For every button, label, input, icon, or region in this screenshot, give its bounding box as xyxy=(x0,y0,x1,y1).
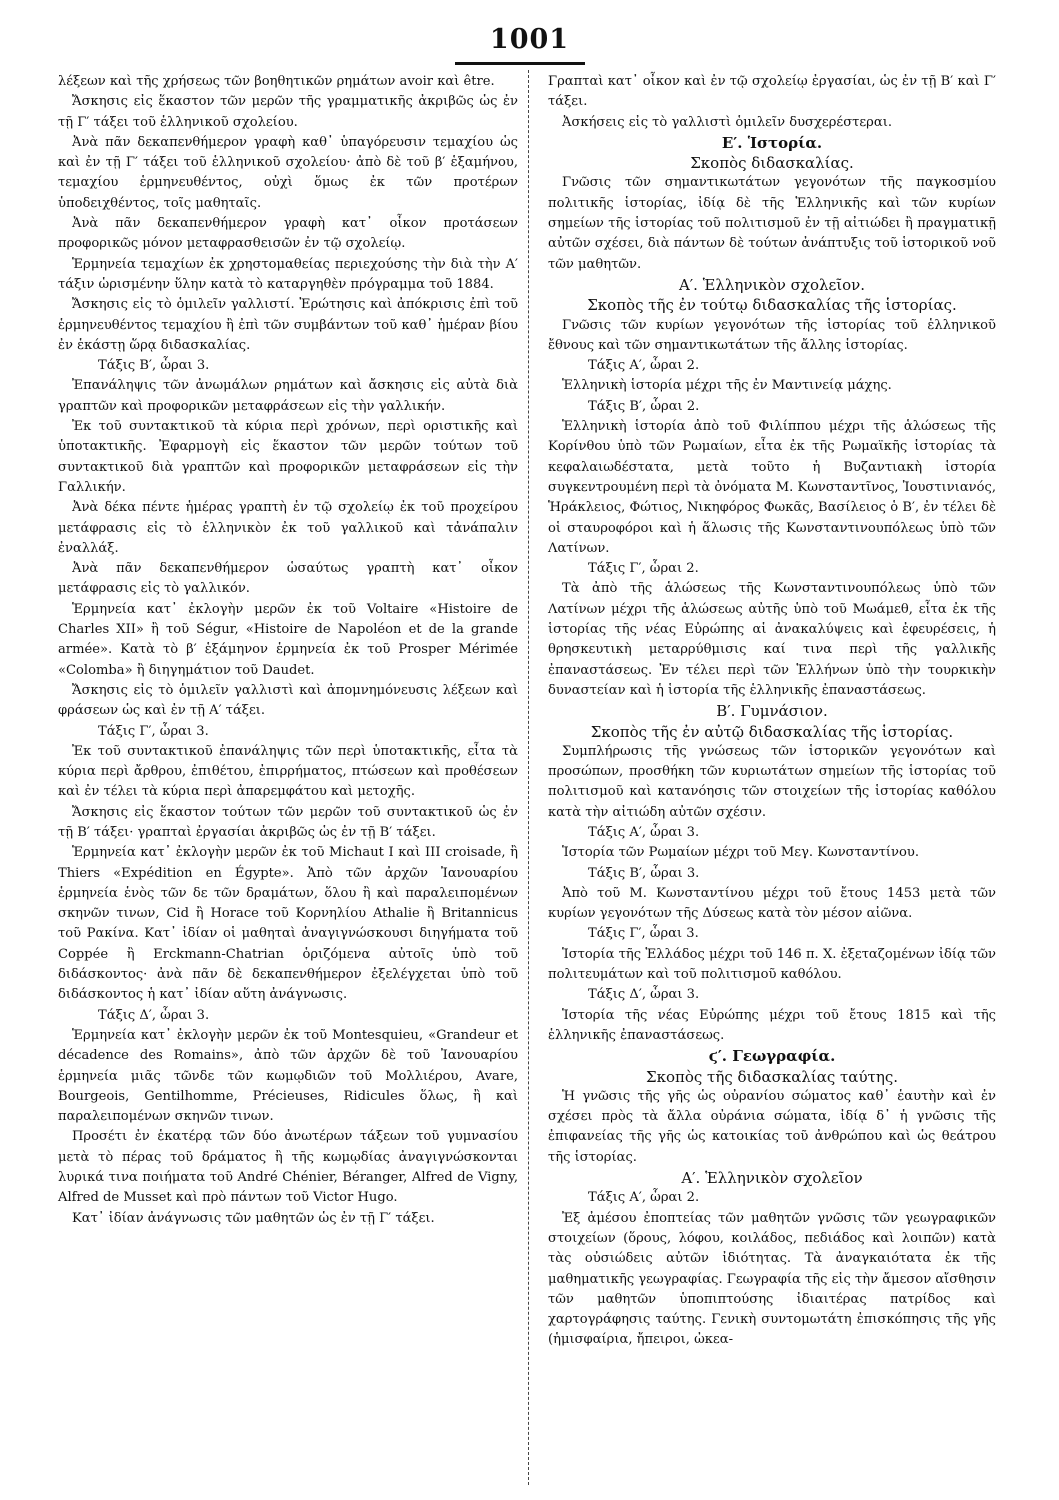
paragraph: Ἑρμηνεία κατ᾿ ἐκλογὴν μερῶν ἐκ τοῦ Voltaire «Histoire de Charles XII» ἢ τοῦ Ségur, «Histoire de Napoléon et de la grande armée». Κατὰ τὸ β′ ἑξάμηνον ἑρμηνεία ἐκ τοῦ Prosper Mérimée «Colomba» ἢ διηγημάτιον τοῦ Daudet. xyxy=(58,601,518,678)
paragraph: Ἑρμηνεία κατ᾿ ἐκλογὴν μερῶν ἐκ τοῦ Michaut I καὶ III croisade, ἢ Thiers «Expédition en Égypte». Ἀπὸ τῶν ἀρχῶν Ἰανουαρίου ἑρμηνεία ἑνὸς τῶν δε τῶν δραμάτων, ὅλου ἢ καὶ παραλειπομένων σκηνῶν τινων, Cid ἢ Horace τοῦ Κορνηλίου Athalie ἢ Britannicus τοῦ Ρακίνα. Κατ᾿ ἰδίαν οἱ μαθηταὶ ἀναγιγνώσκουσι διηγήματα τοῦ Coppée ἢ Erckmann-Chatrian ὁριζόμενα αὐτοῖς ὑπὸ τοῦ διδάσκοντος· ἀνὰ πᾶν δὲ δεκαπενθήμερον ἐξελέγχεται ὑπὸ τοῦ διδάσκοντος ἡ κατ᾿ ἰδίαν αὕτη ἀνάγνωσις. xyxy=(58,845,518,1003)
section-heading: Β′. Γυμνάσιον. xyxy=(716,702,828,721)
paragraph: Τάξις Γ′, ὧραι 3. xyxy=(98,723,209,739)
left-column xyxy=(58,72,518,1229)
paragraph: Ἱστορία τῆς νέας Εὐρώπης μέχρι τοῦ ἔτους 1815 καὶ τῆς ἑλληνικῆς ἐπαναστάσεως. xyxy=(548,1007,996,1043)
page-number: 1001 xyxy=(489,24,570,55)
paragraph: Τάξις Β′, ὧραι 2. xyxy=(588,398,700,414)
paragraph: Γνῶσις τῶν κυρίων γεγονότων τῆς ἱστορίας τοῦ ἑλληνικοῦ ἔθνους καὶ τῶν σημαντικωτάτων τῆς ἄλλης ἱστορίας. xyxy=(548,317,996,353)
paragraph: Ἀπὸ τοῦ Μ. Κωνσταντίνου μέχρι τοῦ ἔτους 1453 μετὰ τῶν κυρίων γεγονότων τῆς Δύσεως κατὰ τὸν μέσον αἰῶνα. xyxy=(548,885,996,922)
paragraph: Κατ᾿ ἰδίαν ἀνάγνωσις τῶν μαθητῶν ὡς ἐν τῇ Γ′ τάξει. xyxy=(72,1210,435,1226)
paragraph: Τάξις Γ′, ὧραι 3. xyxy=(588,926,699,942)
paragraph: Ἄσκησις εἰς ἕκαστον τῶν μερῶν τῆς γραμματικῆς ἀκριβῶς ὡς ἐν τῇ Γ′ τάξει τοῦ ἑλληνικοῦ σχολείου. xyxy=(58,94,518,130)
paragraph: Τάξις Α′, ὧραι 2. xyxy=(588,358,700,374)
paragraph: Ἑλληνικὴ ἱστορία μέχρι τῆς ἐν Μαντινείᾳ μάχης. xyxy=(562,378,892,394)
paragraph: Ἐπανάληψις τῶν ἀνωμάλων ρημάτων καὶ ἄσκησις εἰς αὐτὰ διὰ γραπτῶν καὶ προφορικῶν μεταφράσεων εἰς τὴν γαλλικήν. xyxy=(58,378,518,414)
paragraph: Ἑρμηνεία κατ᾿ ἐκλογὴν μερῶν ἐκ τοῦ Montesquieu, «Grandeur et décadence des Romains», ἀπὸ τῶν ἀρχῶν δὲ τοῦ Ἰανουαρίου ἑρμηνεία μιᾶς τῶνδε τῶν κωμῳδιῶν τοῦ Μολλιέρου, Avare, Bourgeois, Gentilhomme, Précieuses, Ridicules ὅλως, ἢ καὶ παραλειπομένων σκηνῶν τινων. xyxy=(58,1027,518,1125)
paragraph: Ἡ γνῶσις τῆς γῆς ὡς οὐρανίου σώματος καθ᾿ ἑαυτὴν καὶ ἐν σχέσει πρὸς τὰ ἄλλα οὐράνια σώματα, ἰδίᾳ δ᾿ ἡ γνῶσις τῆς ἐπιφανείας τῆς γῆς ὡς κατοικίας τοῦ ἀνθρώπου καὶ ὡς θεάτρου τῆς ἱστορίας. xyxy=(548,1088,996,1165)
paragraph: Ἑρμηνεία τεμαχίων ἐκ χρηστομαθείας περιεχούσης τὴν διὰ τὴν Α′ τάξιν ὡρισμένην ὕλην κατὰ τὸ καταργηθὲν πρόγραμμα τοῦ 1884. xyxy=(58,256,518,292)
paragraph: Τάξις Β′, ὧραι 3. xyxy=(98,358,210,374)
paragraph: Τάξις Δ′, ὧραι 3. xyxy=(588,987,700,1003)
paragraph: Ἱστορία τῆς Ἑλλάδος μέχρι τοῦ 146 π. Χ. ἐξεταζομένων ἰδίᾳ τῶν πολιτευμάτων καὶ τοῦ πολιτισμοῦ καθόλου. xyxy=(548,946,996,983)
paragraph: Ἀνὰ πᾶν δεκαπενθήμερον ὡσαύτως γραπτὴ κατ᾿ οἶκον μετάφρασις εἰς τὸ γαλλικόν. xyxy=(58,561,518,597)
paragraph: λέξεων καὶ τῆς χρήσεως τῶν βοηθητικῶν ρημάτων avoir καὶ être. xyxy=(58,74,495,89)
section-heading: Σκοπὸς τῆς διδασκαλίας ταύτης. xyxy=(645,1067,899,1086)
paragraph: Τάξις Α′, ὧραι 3. xyxy=(588,824,700,840)
paragraph: Γνῶσις τῶν σημαντικωτάτων γεγονότων τῆς παγκοσμίου πολιτικῆς ἱστορίας, ἰδίᾳ δὲ τῆς Ἑλληνικῆς καὶ τῶν κυρίων σημείων τῆς ἱστορίας τοῦ πολιτισμοῦ ἐν τῇ αἰτιώδει ἢ πραγματικῇ αὐτῶν σχέσει, διὰ πάντων δὲ τούτων ἀνάπτυξις τοῦ ἱστορικοῦ νοῦ τῶν μαθητῶν. xyxy=(548,175,996,272)
paragraph: Προσέτι ἐν ἑκατέρᾳ τῶν δύο ἀνωτέρων τάξεων τοῦ γυμνασίου μετὰ τὸ πέρας τοῦ δράματος ἢ τῆς κωμῳδίας ἀναγιγνώσκονται λυρικά τινα ποιήματα τοῦ André Chénier, Béranger, Alfred de Vigny, Alfred de Musset καὶ πρὸ πάντων τοῦ Victor Hugo. xyxy=(58,1129,518,1206)
header-rule xyxy=(455,62,585,65)
section-heading: Σκοπὸς τῆς ἐν αὐτῷ διδασκαλίας τῆς ἱστορίας. xyxy=(590,722,954,741)
paragraph: Τάξις Γ′, ὧραι 2. xyxy=(588,561,699,577)
paragraph: Τάξις Β′, ὧραι 3. xyxy=(588,865,700,881)
paragraph: Ἄσκησις εἰς τὸ ὁμιλεῖν γαλλιστὶ καὶ ἀπομνημόνευσις λέξεων καὶ φράσεων ὡς καὶ ἐν τῇ Α′ τάξει. xyxy=(58,682,518,719)
paragraph: Τάξις Α′, ὧραι 2. xyxy=(588,1190,700,1206)
section-heading: Ε′. Ἱστορία. xyxy=(721,133,823,152)
paragraph: Γραπταὶ κατ᾿ οἶκον καὶ ἐν τῷ σχολείῳ ἐργασίαι, ὡς ἐν τῇ Β′ καὶ Γ′ τάξει. xyxy=(548,74,996,110)
paragraph: Ἄσκησις εἰς ἕκαστον τούτων τῶν μερῶν τοῦ συντακτικοῦ ὡς ἐν τῇ Β′ τάξει· γραπταὶ ἐργασίαι ἀκριβῶς ὡς ἐν τῇ Β′ τάξει. xyxy=(58,804,518,840)
section-heading: Α′. Ἑλληνικὸν σχολεῖον. xyxy=(678,275,866,294)
paragraph: Ἄσκησις εἰς τὸ ὁμιλεῖν γαλλιστί. Ἐρώτησις καὶ ἀπόκρισις ἐπὶ τοῦ ἑρμηνευθέντος τεμαχίου ἢ ἐπὶ τῶν συμβάντων τοῦ καθ᾿ ἡμέραν βίου ἐν ἑκάστῃ ὥρᾳ διδασκαλίας. xyxy=(58,297,518,353)
paragraph: Ἀσκήσεις εἰς τὸ γαλλιστὶ ὁμιλεῖν δυσχερέστεραι. xyxy=(562,114,892,130)
paragraph: Ἀνὰ πᾶν δεκαπενθήμερον γραφὴ κατ᾿ οἶκον προτάσεων προφορικῶς μόνον μεταφρασθεισῶν ἐν τῷ σχολείῳ. xyxy=(58,216,518,252)
paragraph: Ἀνὰ δέκα πέντε ἡμέρας γραπτὴ ἐν τῷ σχολείῳ ἐκ τοῦ προχείρου μετάφρασις εἰς τὸ ἑλληνικὸν ἐκ τοῦ γαλλικοῦ καὶ τἀνάπαλιν ἐναλλάξ. xyxy=(58,500,518,556)
paragraph: Ἐκ τοῦ συντακτικοῦ τὰ κύρια περὶ χρόνων, περὶ οριστικῆς καὶ ὑποτακτικῆς. Ἐφαρμογὴ εἰς ἕκαστον τῶν μερῶν τούτων τοῦ συντακτικοῦ διὰ γραπτῶν καὶ προφορικῶν μεταφράσεων εἰς τὴν Γαλλικήν. xyxy=(58,419,518,495)
section-heading: Α′. Ἑλληνικὸν σχολεῖον xyxy=(681,1169,863,1188)
section-heading: Σκοπὸς διδασκαλίας. xyxy=(690,154,854,173)
paragraph: Τάξις Δ′, ὧραι 3. xyxy=(98,1007,210,1023)
paragraph: Ἐξ ἀμέσου ἐποπτείας τῶν μαθητῶν γνῶσις τῶν γεωγραφικῶν στοιχείων (ὅρους, λόφου, κοιλάδος, πεδιάδος καὶ λοιπῶν) κατὰ τὰς οὐσιώδεις αὐτῶν ἰδιότητας. Τὰ ἀναγκαιότατα ἐκ τῆς μαθηματικῆς γεωγραφίας. Γεωγραφία τῆς εἰς τὴν ἄμεσον αἴσθησιν τῶν μαθητῶν ὑποπιπτούσης ἰδιαιτέρας πατρίδος καὶ χαρτογράφησις ταύτης. Γενικὴ συντομωτάτη ἐπισκόπησις τῆς γῆς (ἡμισφαίρια, ἤπειροι, ὠκεα- xyxy=(548,1210,996,1348)
paragraph: Ἱστορία τῶν Ρωμαίων μέχρι τοῦ Μεγ. Κωνσταντίνου. xyxy=(562,845,919,861)
paragraph: Τὰ ἀπὸ τῆς ἁλώσεως τῆς Κωνσταντινουπόλεως ὑπὸ τῶν Λατίνων μέχρι τῆς ἁλώσεως αὐτῆς ὑπὸ τοῦ Μωάμεθ, εἶτα ἐκ τῆς ἱστορίας τῆς νέας Εὐρώπης αἱ ἀνακαλύψεις καὶ ἐφευρέσεις, ἡ θρησκευτικὴ μεταρρύθμισις καί τινα περὶ τῆς γαλλικῆς ἐπαναστάσεως. Ἐν τέλει περὶ τῶν Ἑλλήνων ὑπὸ τὴν τουρκικὴν δυναστείαν καὶ ἡ ἱστορία τῆς ἑλληνικῆς ἐπαναστάσεως. xyxy=(548,581,996,698)
paragraph: Ἀνὰ πᾶν δεκαπενθήμερον γραφὴ καθ᾿ ὑπαγόρευσιν τεμαχίου ὡς καὶ ἐν τῇ Γ′ τάξει τοῦ ἑλληνικοῦ σχολείου· ἀπὸ δὲ τοῦ β′ ἑξαμήνου, τεμαχίου ἑρμηνευθέντος, οὐχὶ ὅμως ἐκ τῶν προτέρων ὑποδειχθέντος, τοῖς μαθηταῖς. xyxy=(58,134,518,211)
paragraph: Ἑλληνικὴ ἱστορία ἀπὸ τοῦ Φιλίππου μέχρι τῆς ἁλώσεως τῆς Κορίνθου ὑπὸ τῶν Ρωμαίων, εἶτα ἐκ τῆς Ρωμαϊκῆς ἱστορίας τὰ κεφαλαιωδέστατα, μετὰ τοῦτο ἡ Βυζαντιακὴ ἱστορία συγκεντρουμένη περὶ τὰ ὀνόματα Μ. Κωνσταντῖνος, Ἰουστινιανός, Ἡράκλειος, Φώτιος, Νικηφόρος Φωκᾶς, Βασίλειος ὁ Β′, ἐν τέλει δὲ οἱ σταυροφόροι καὶ ἡ ἅλωσις τῆς Κωνσταντινουπόλεως ὑπὸ τῶν Λατίνων. xyxy=(548,419,996,556)
column-divider xyxy=(528,70,530,1485)
section-heading: ϛ′. Γεωγραφία. xyxy=(708,1047,836,1066)
section-heading: Σκοπὸς τῆς ἐν τούτῳ διδασκαλίας τῆς ἱστορίας. xyxy=(587,296,957,315)
right-column xyxy=(548,72,996,1351)
paragraph: Συμπλήρωσις τῆς γνώσεως τῶν ἱστορικῶν γεγονότων καὶ προσώπων, προσθήκη τῶν κυριωτάτων σημείων τῆς ἱστορίας τοῦ πολιτισμοῦ καὶ κατανόησις τῶν στοιχείων τῆς ἱστορίας καθόλου κατὰ τὴν αἰτιώδη αὐτῶν σχέσιν. xyxy=(548,743,996,820)
paragraph: Ἐκ τοῦ συντακτικοῦ ἐπανάληψις τῶν περὶ ὑποτακτικῆς, εἶτα τὰ κύρια περὶ ἄρθρου, ἐπιθέτου, ἐπιρρήματος, πτώσεων καὶ προθέσεων καὶ ἐν τέλει τὰ κύρια περὶ ἀπαρεμφάτου καὶ μετοχῆς. xyxy=(58,743,518,800)
